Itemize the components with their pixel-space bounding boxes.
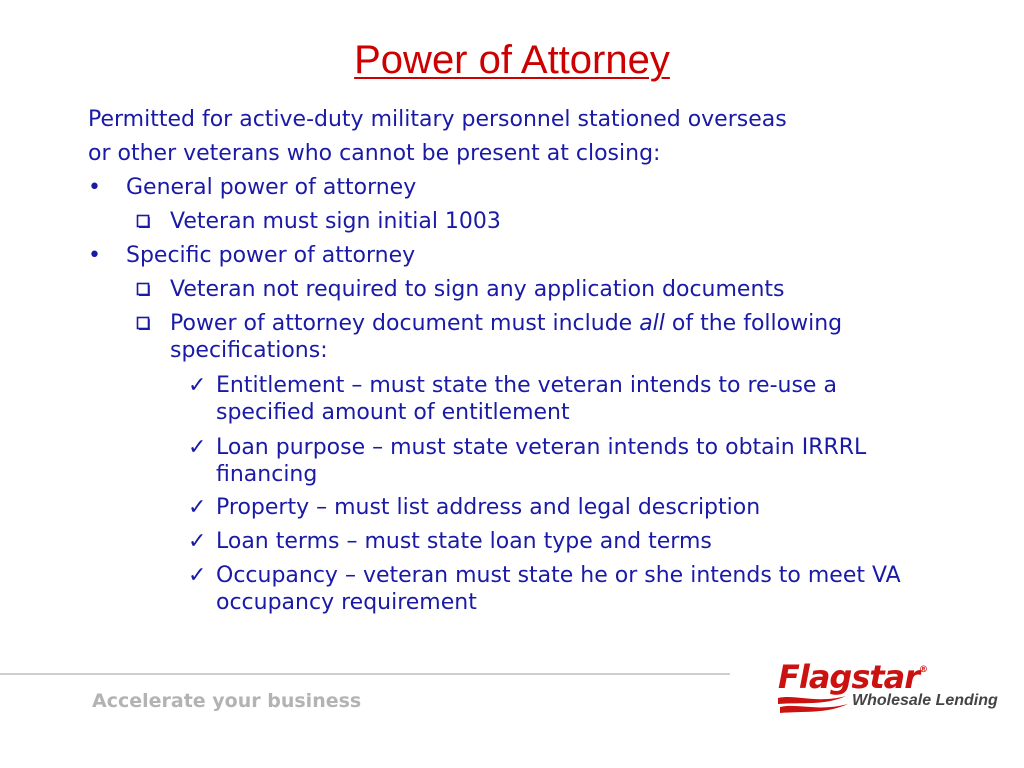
bullet-dot-icon: • <box>88 175 101 200</box>
check-item-loan-purpose: Loan purpose – must state veteran intends to obtain IRRRL financing <box>216 435 867 487</box>
emphasis-all: all <box>639 311 665 336</box>
bullet-specific-poa: Specific power of attorney <box>126 243 416 268</box>
check-item-loan-terms: Loan terms – must state loan type and terms <box>216 529 712 554</box>
subitem-text-before: Power of attorney document must include <box>170 311 640 336</box>
subitem-text-after: of the following specifications: <box>170 311 843 363</box>
checkmark-icon: ✓ <box>188 435 207 460</box>
checkmark-icon: ✓ <box>188 529 207 554</box>
subitem-no-sign-required: Veteran not required to sign any application documents <box>170 277 785 302</box>
footer-tagline: Accelerate your business <box>92 690 362 712</box>
subitem-sign-1003: Veteran must sign initial 1003 <box>170 209 501 234</box>
brand-name: Flagstar® <box>778 658 928 696</box>
checkmark-icon: ✓ <box>188 495 207 520</box>
check-item-occupancy: Occupancy – veteran must state he or she intends to meet VA occupancy requirement <box>216 563 901 615</box>
hollow-square-icon <box>136 310 152 340</box>
flagstar-logo <box>776 658 1006 718</box>
slide-title: Power of Attorney <box>354 38 670 82</box>
checkmark-icon: ✓ <box>188 563 207 588</box>
intro-line-2: or other veterans who cannot be present at closing: <box>88 141 661 166</box>
bullet-general-poa: General power of attorney <box>126 175 417 200</box>
hollow-square-icon <box>136 276 152 306</box>
bullet-dot-icon: • <box>88 243 101 268</box>
flag-swoosh-icon <box>776 692 856 718</box>
footer-divider <box>0 673 730 675</box>
subitem-must-include-all <box>170 310 870 364</box>
check-item-entitlement: Entitlement – must state the veteran intends to re-use a specified amount of entitlement <box>216 373 837 425</box>
brand-subtitle: Wholesale Lending <box>852 692 998 709</box>
checkmark-icon: ✓ <box>188 373 207 398</box>
intro-line-1: Permitted for active-duty military personnel stationed overseas <box>88 107 787 132</box>
hollow-square-icon <box>136 208 152 238</box>
check-item-property: Property – must list address and legal description <box>216 495 761 520</box>
